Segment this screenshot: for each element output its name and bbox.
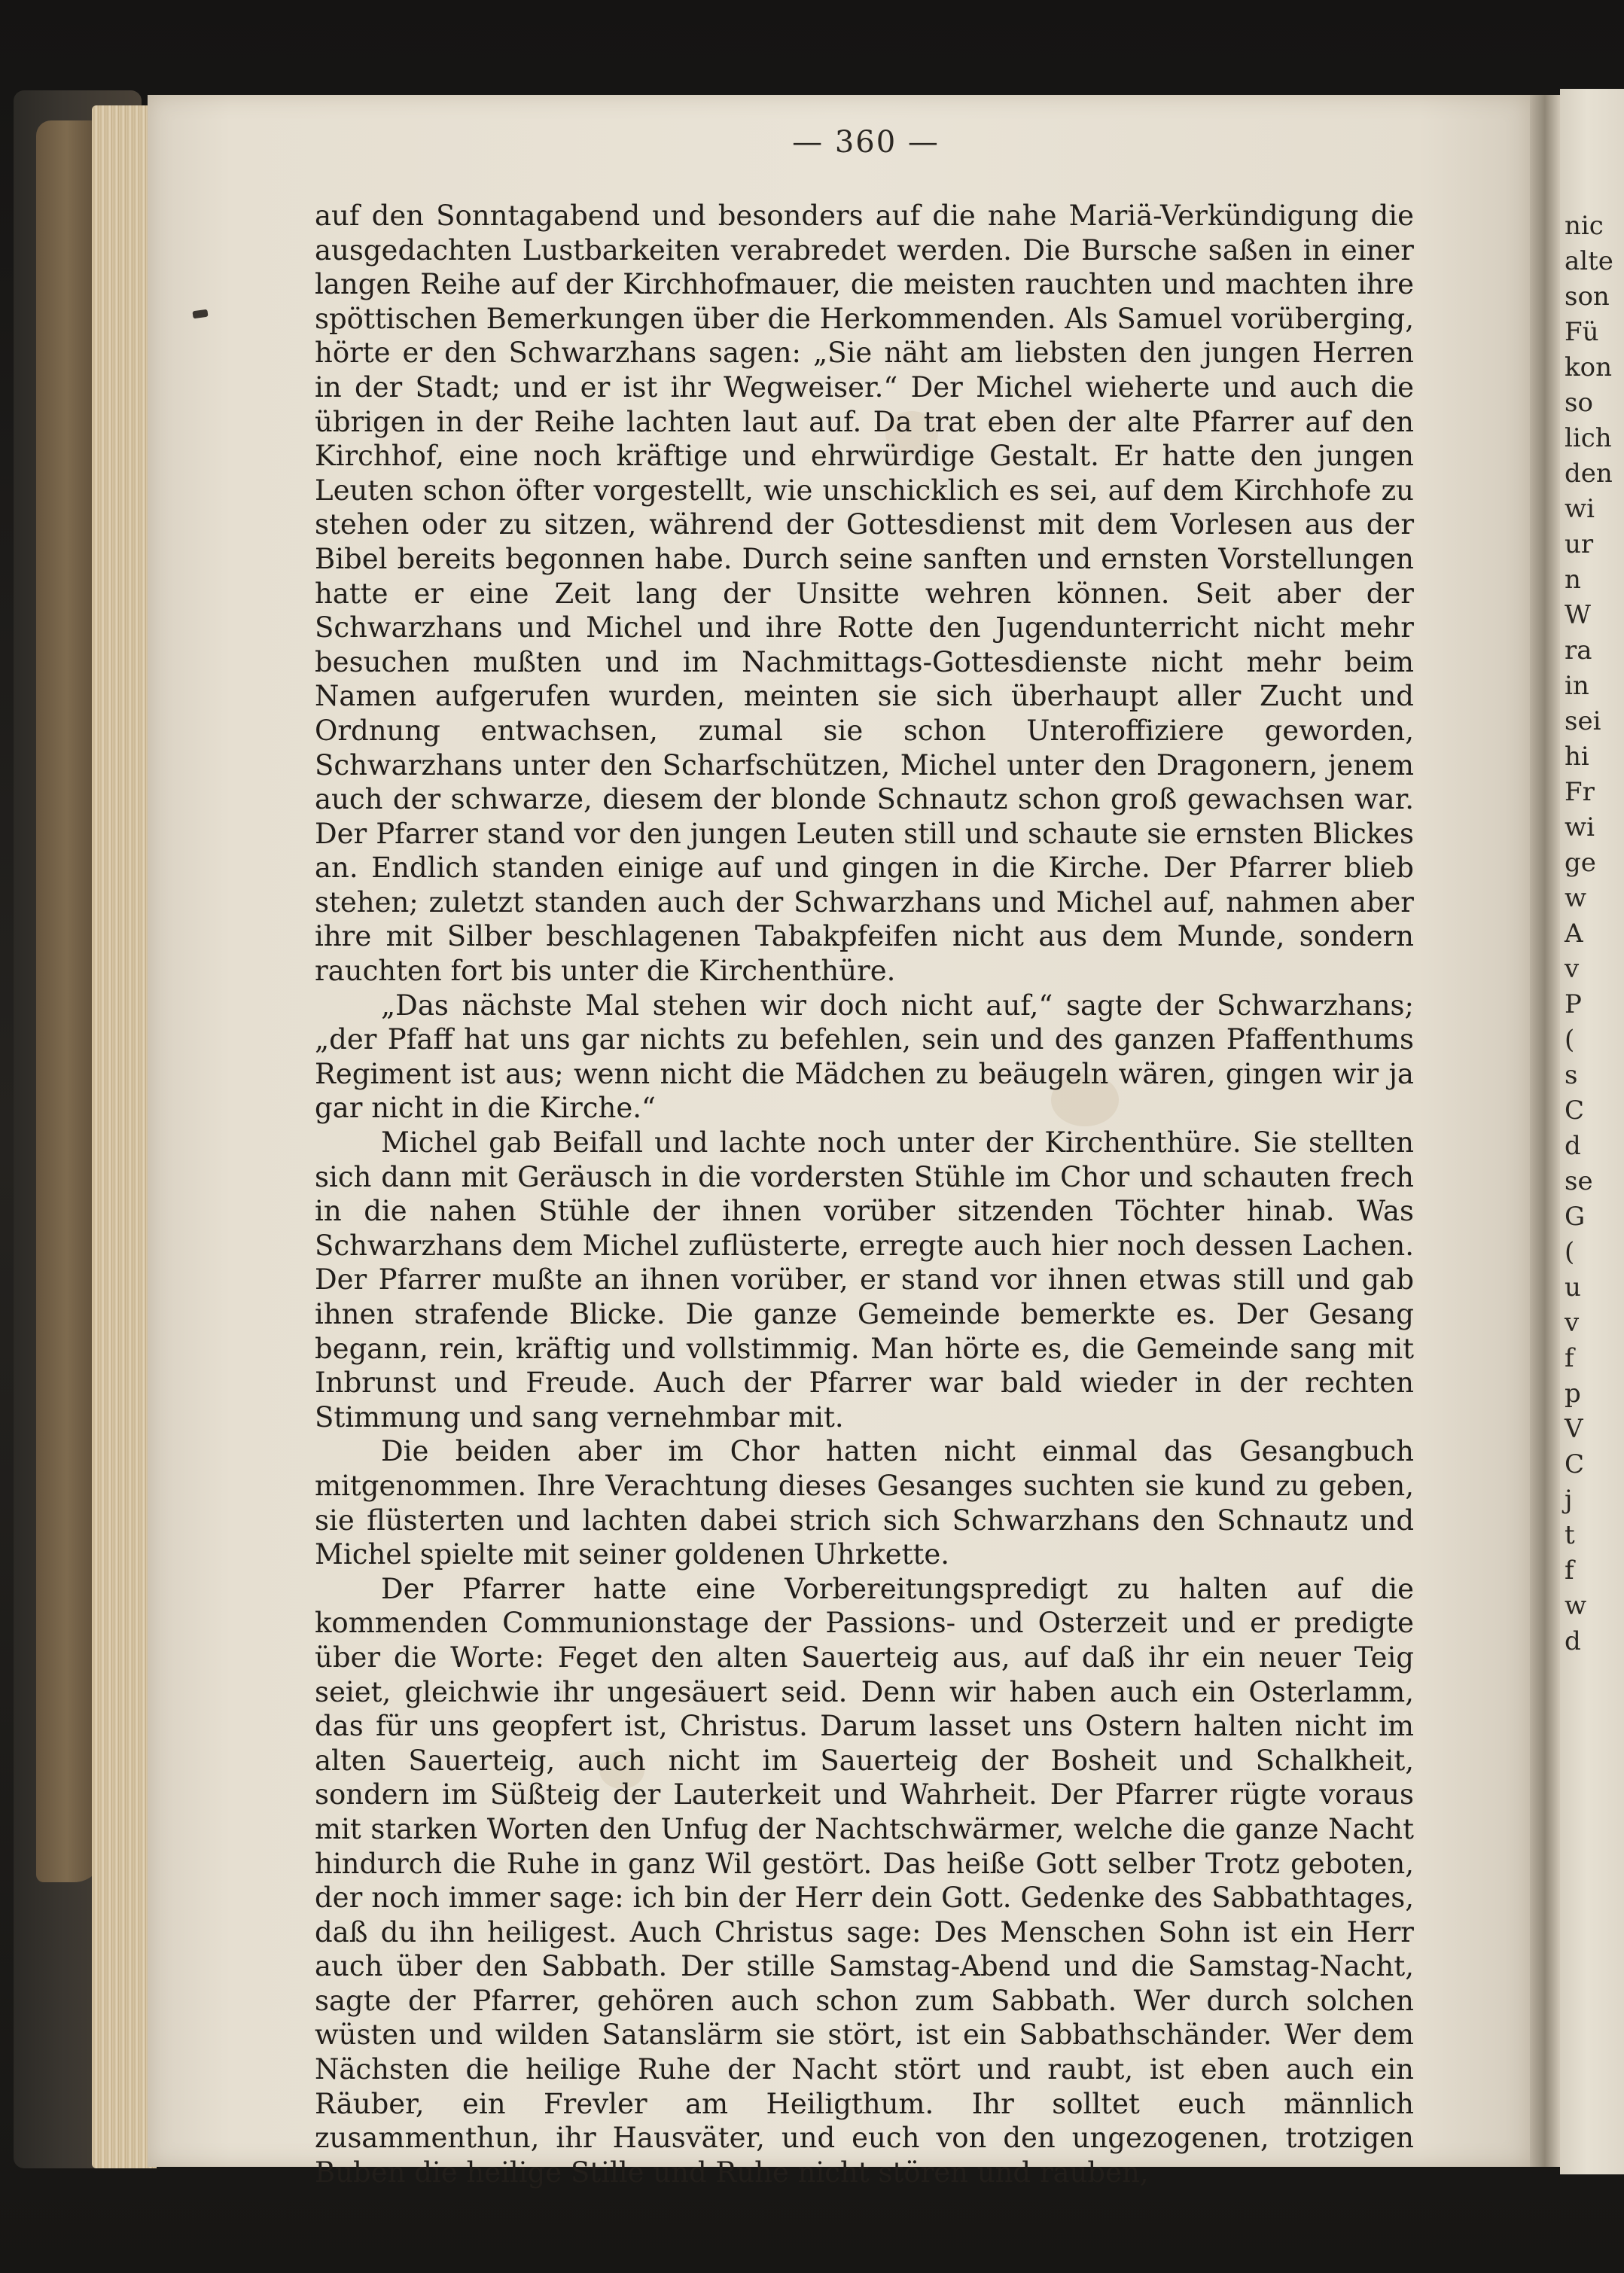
next-page-text-fragment: A (1565, 919, 1583, 949)
next-page-text-fragment: lich (1565, 423, 1612, 453)
next-page-text-fragment: W (1565, 600, 1591, 630)
next-page-text-fragment: se (1565, 1166, 1593, 1196)
next-page-text-fragment: ( (1565, 1237, 1575, 1267)
next-page-text-fragment: hi (1565, 742, 1589, 772)
next-page-text-fragment: ur (1565, 529, 1594, 559)
paragraph: auf den Sonntagabend und besonders auf die nahe Mariä-Verkündigung die ausgedachten Lustbarkeiten verabredet werden. Die Bursche saßen in einer langen Reihe auf der Kirchhofmauer, die meisten rauchten und machten ihre spöttischen Bemerkungen über die Herkommenden. Als Samuel vorüberging, hörte er den Schwarzhans sagen: „Sie näht am liebsten den jungen Herren in der Stadt; und er ist ihr Wegweiser.“ Der Michel wieherte und auch die übrigen in der Reihe lachten laut auf. Da trat eben der alte Pfarrer auf den Kirchhof, eine noch kräftige und ehrwürdige Gestalt. Er hatte den jungen Leuten schon öfter vorgestellt, wie unschicklich es sei, auf dem Kirchhofe zu stehen oder zu sitzen, während der Gottesdienst mit dem Vorlesen aus der Bibel bereits begonnen habe. Durch seine sanften und ernsten Vorstellungen hatte er eine Zeit lang der Unsitte wehren können. Seit aber der Schwarzhans und Michel und ihre Rotte den Jugendunterricht nicht mehr besuchen mußten und im Nachmittags-Gottesdienste nicht mehr beim Namen aufgerufen wurden, meinten sie sich überhaupt aller Zucht und Ordnung entwachsen, zumal sie schon Unteroffiziere geworden, Schwarzhans unter den Scharfschützen, Michel unter den Dragonern, jenem auch der schwarze, diesem der blonde Schnautz schon groß gewachsen war. Der Pfarrer stand vor den jungen Leuten still und schaute sie ernsten Blickes an. Endlich standen einige auf und gingen in die Kirche. Der Pfarrer blieb stehen; zuletzt standen auch der Schwarzhans und Michel auf, nahmen aber ihre mit Silber beschlagenen Tabakpfeifen nicht aus dem Munde, sondern rauchten fort bis unter die Kirchenthüre. (315, 200, 1414, 988)
next-page-text-fragment: nic (1565, 211, 1604, 241)
next-page-edge (1560, 89, 1624, 2174)
next-page-text-fragment: kon (1565, 352, 1612, 382)
next-page-text-fragment: sei (1565, 706, 1601, 736)
next-page-text-fragment: ra (1565, 635, 1592, 666)
next-page-text-fragment: v (1565, 1308, 1580, 1338)
next-page-text-fragment: wi (1565, 812, 1595, 842)
next-page-text-fragment: t (1565, 1520, 1575, 1550)
next-page-text-fragment: u (1565, 1272, 1581, 1303)
paragraph: Michel gab Beifall und lachte noch unter der Kirchenthüre. Sie stellten sich dann mit Geräusch in die vordersten Stühle im Chor und schauten frech in die nahen Stühle der ihnen vorüber sitzenden Töchter hinab. Was Schwarzhans dem Michel zuflüsterte, erregte auch hier noch dessen Lachen. Der Pfarrer mußte an ihnen vorüber, er stand vor ihnen etwas still und gab ihnen strafende Blicke. Die ganze Gemeinde bemerkte es. Der Gesang begann, rein, kräftig und vollstimmig. Man hörte es, die Gemeinde sang mit Inbrunst und Freude. Auch der Pfarrer war bald wieder in der rechten Stimmung und sang vernehmbar mit. (315, 1126, 1414, 1434)
next-page-text-fragment: C (1565, 1095, 1585, 1126)
next-page-text-fragment: v (1565, 954, 1580, 984)
next-page-text-fragment: wi (1565, 494, 1595, 524)
page-number: — 360 — (792, 125, 940, 160)
next-page-text-fragment: ( (1565, 1025, 1575, 1055)
next-page-text-fragment: w (1565, 883, 1587, 913)
paragraph: Die beiden aber im Chor hatten nicht einmal das Gesangbuch mitgenommen. Ihre Verachtung dieses Gesanges suchten sie kund zu geben, sie flüsterten und lachten dabei strich sich Schwarzhans den Schnautz und Michel spielte mit seiner goldenen Uhrkette. (315, 1435, 1414, 1571)
next-page-text-fragment: Fü (1565, 317, 1599, 347)
next-page-text-fragment: j (1565, 1485, 1573, 1515)
next-page-text-fragment: V (1565, 1414, 1583, 1444)
next-page-text-fragment: so (1565, 388, 1593, 418)
next-page-text-fragment: d (1565, 1626, 1581, 1656)
next-page-text-fragment: C (1565, 1449, 1585, 1479)
body-text (315, 199, 1414, 2189)
next-page-text-fragment: f (1565, 1343, 1574, 1373)
next-page-text-fragment: n (1565, 565, 1581, 595)
next-page-text-fragment: alte (1565, 246, 1613, 276)
book-gutter (1530, 95, 1560, 2167)
next-page-text-fragment: son (1565, 282, 1610, 312)
next-page-text-fragment: ge (1565, 848, 1596, 878)
next-page-text-fragment: den (1565, 459, 1613, 489)
next-page-text-fragment: s (1565, 1060, 1578, 1090)
paragraph: Der Pfarrer hatte eine Vorbereitungspredigt zu halten auf die kommenden Communionstage der Passions- und Osterzeit und er predigte über die Worte: Feget den alten Sauerteig aus, auf daß ihr ein neuer Teig seiet, gleichwie ihr ungesäuert seid. Denn wir haben auch ein Osterlamm, das für uns geopfert ist, Christus. Darum lasset uns Ostern halten nicht im alten Sauerteig, auch nicht im Sauerteig der Bosheit und Schalkheit, sondern im Süßteig der Lauterkeit und Wahrheit. Der Pfarrer rügte voraus mit starken Worten den Unfug der Nachtschwärmer, welche die ganze Nacht hindurch die Ruhe in ganz Wil gestört. Das heiße Gott selber Trotz geboten, der noch immer sage: ich bin der Herr dein Gott. Gedenke des Sabbathtages, daß du ihn heiligest. Auch Christus sage: Des Menschen Sohn ist ein Herr auch über den Sabbath. Der stille Samstag-Abend und die Samstag-Nacht, sagte der Pfarrer, gehören auch schon zum Sabbath. Wer durch solchen wüsten und wilden Satanslärm sie stört, ist ein Sabbathschänder. Wer dem Nächsten die heilige Ruhe der Nacht stört und raubt, ist eben auch ein Räuber, ein Frevler am Heiligthum. Ihr solltet euch männlich zusammenthun, ihr Hausväter, und euch von den ungezogenen, trotzigen Buben die heilige Stille und Ruhe nicht stören und rauben, (315, 1572, 1414, 2189)
next-page-text-fragment: p (1565, 1379, 1581, 1409)
paragraph: „Das nächste Mal stehen wir doch nicht auf,“ sagte der Schwarzhans; „der Pfaff hat uns gar nichts zu befehlen, sein und des ganzen Pfaffenthums Regiment ist aus; wenn nicht die Mädchen zu beäugeln wären, gingen wir ja gar nicht in die Kirche.“ (315, 989, 1414, 1125)
next-page-text-fragment: d (1565, 1131, 1581, 1161)
next-page-text-fragment: w (1565, 1591, 1587, 1621)
next-page-text-fragment: in (1565, 671, 1589, 701)
next-page-text-fragment: f (1565, 1555, 1574, 1586)
next-page-text-fragment: G (1565, 1202, 1586, 1232)
next-page-text-fragment: P (1565, 989, 1582, 1019)
next-page-text-fragment: Fr (1565, 777, 1595, 807)
